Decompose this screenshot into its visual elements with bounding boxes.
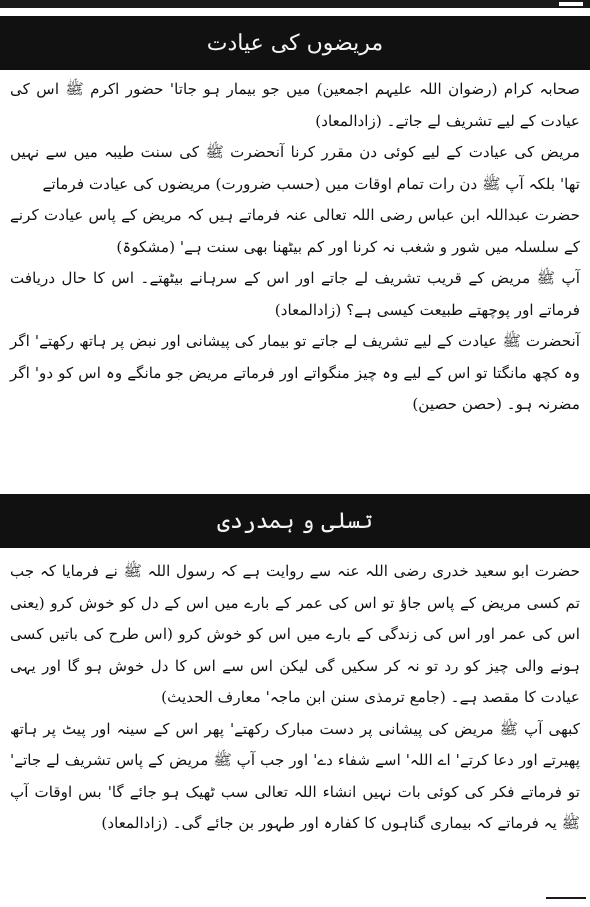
paragraph: صحابہ کرام (رضوان اللہ علیہم اجمعین) میں جو بیمار ہو جاتا' حضور اکرم ﷺ اس کی عیادت کے لیے تشریف لے جاتے۔ (زادالمعاد) xyxy=(10,80,580,130)
bottom-rule xyxy=(546,897,586,899)
paragraph: آنحضرت ﷺ عیادت کے لیے تشریف لے جاتے تو بیمار کی پیشانی اور نبض پر ہاتھ رکھتے' اگر وہ کچھ مانگتا تو اس کے لیے وہ چیز منگواتے اور فرماتے مریض جو مانگے وہ اس کو دو' اگر مضرنہ ہو۔ (حصن حصین) xyxy=(10,332,580,413)
paragraph: مریض کی عیادت کے لیے کوئی دن مقرر کرنا آنحضرت ﷺ کی سنت طیبہ میں سے نہیں تھا' بلکہ آپ ﷺ دن رات تمام اوقات میں (حسب ضرورت) مریضوں کی عیادت فرماتے xyxy=(10,143,580,193)
section-heading-banner-consolation xyxy=(0,494,590,548)
paragraph: آپ ﷺ مریض کے قریب تشریف لے جاتے اور اس کے سرہانے بیٹھتے۔ اس کا حال دریافت فرماتے اور پوچھتے طبیعت کیسی ہے؟ (زادالمعاد) xyxy=(10,269,580,319)
section-heading-banner-visiting-sick xyxy=(0,16,590,70)
section-heading-consolation: تسلی و ہمدردی xyxy=(217,508,373,534)
section-heading-visiting-sick: مریضوں کی عیادت xyxy=(206,30,384,56)
corner-mark xyxy=(558,1,584,7)
top-border-rule xyxy=(0,0,590,8)
section-visiting-sick-body xyxy=(10,74,580,421)
paragraph: کبھی آپ ﷺ مریض کی پیشانی پر دست مبارک رکھتے' پھر اس کے سینہ اور پیٹ پر ہاتھ پھیرتے اور دعا کرتے' اے اللہ' اسے شفاء دے' اور جب آپ ﷺ مریض کے پاس تشریف لے جاتے' تو فرماتے فکر کی کوئی بات نہیں انشاء اللہ تعالی سب ٹھیک ہو جائے گا' بس اوقات آپ ﷺ یہ فرماتے کہ بیماری گناہوں کا کفارہ اور طہور بن جائے گی۔ (زادالمعاد) xyxy=(10,719,580,832)
paragraph: حضرت عبداللہ ابن عباس رضی اللہ تعالی عنہ فرماتے ہیں کہ مریض کے پاس عیادت کرنے کے سلسلہ میں شور و شغب نہ کرنا اور کم بیٹھنا بھی سنت ہے' (مشکوۃ) xyxy=(10,206,580,256)
section-consolation-body xyxy=(10,556,580,840)
paragraph: حضرت ابو سعید خدری رضی اللہ عنہ سے روایت ہے کہ رسول اللہ ﷺ نے فرمایا کہ جب تم کسی مریض کے پاس جاؤ تو اس کی عمر کے بارے میں اس کے دل کو خوش کرو (یعنی اس کی عمر اور اس کی زندگی کے بارے میں اس کو خوش کرو (اس طرح کی باتیں کسی ہونے والی چیز کو رد تو نہ کر سکیں گی لیکن اس سے اس کا دل خوش ہو گا اور یہی عیادت کا مقصد ہے۔ (جامع ترمذی سنن ابن ماجہ' معارف الحدیث) xyxy=(10,562,580,706)
